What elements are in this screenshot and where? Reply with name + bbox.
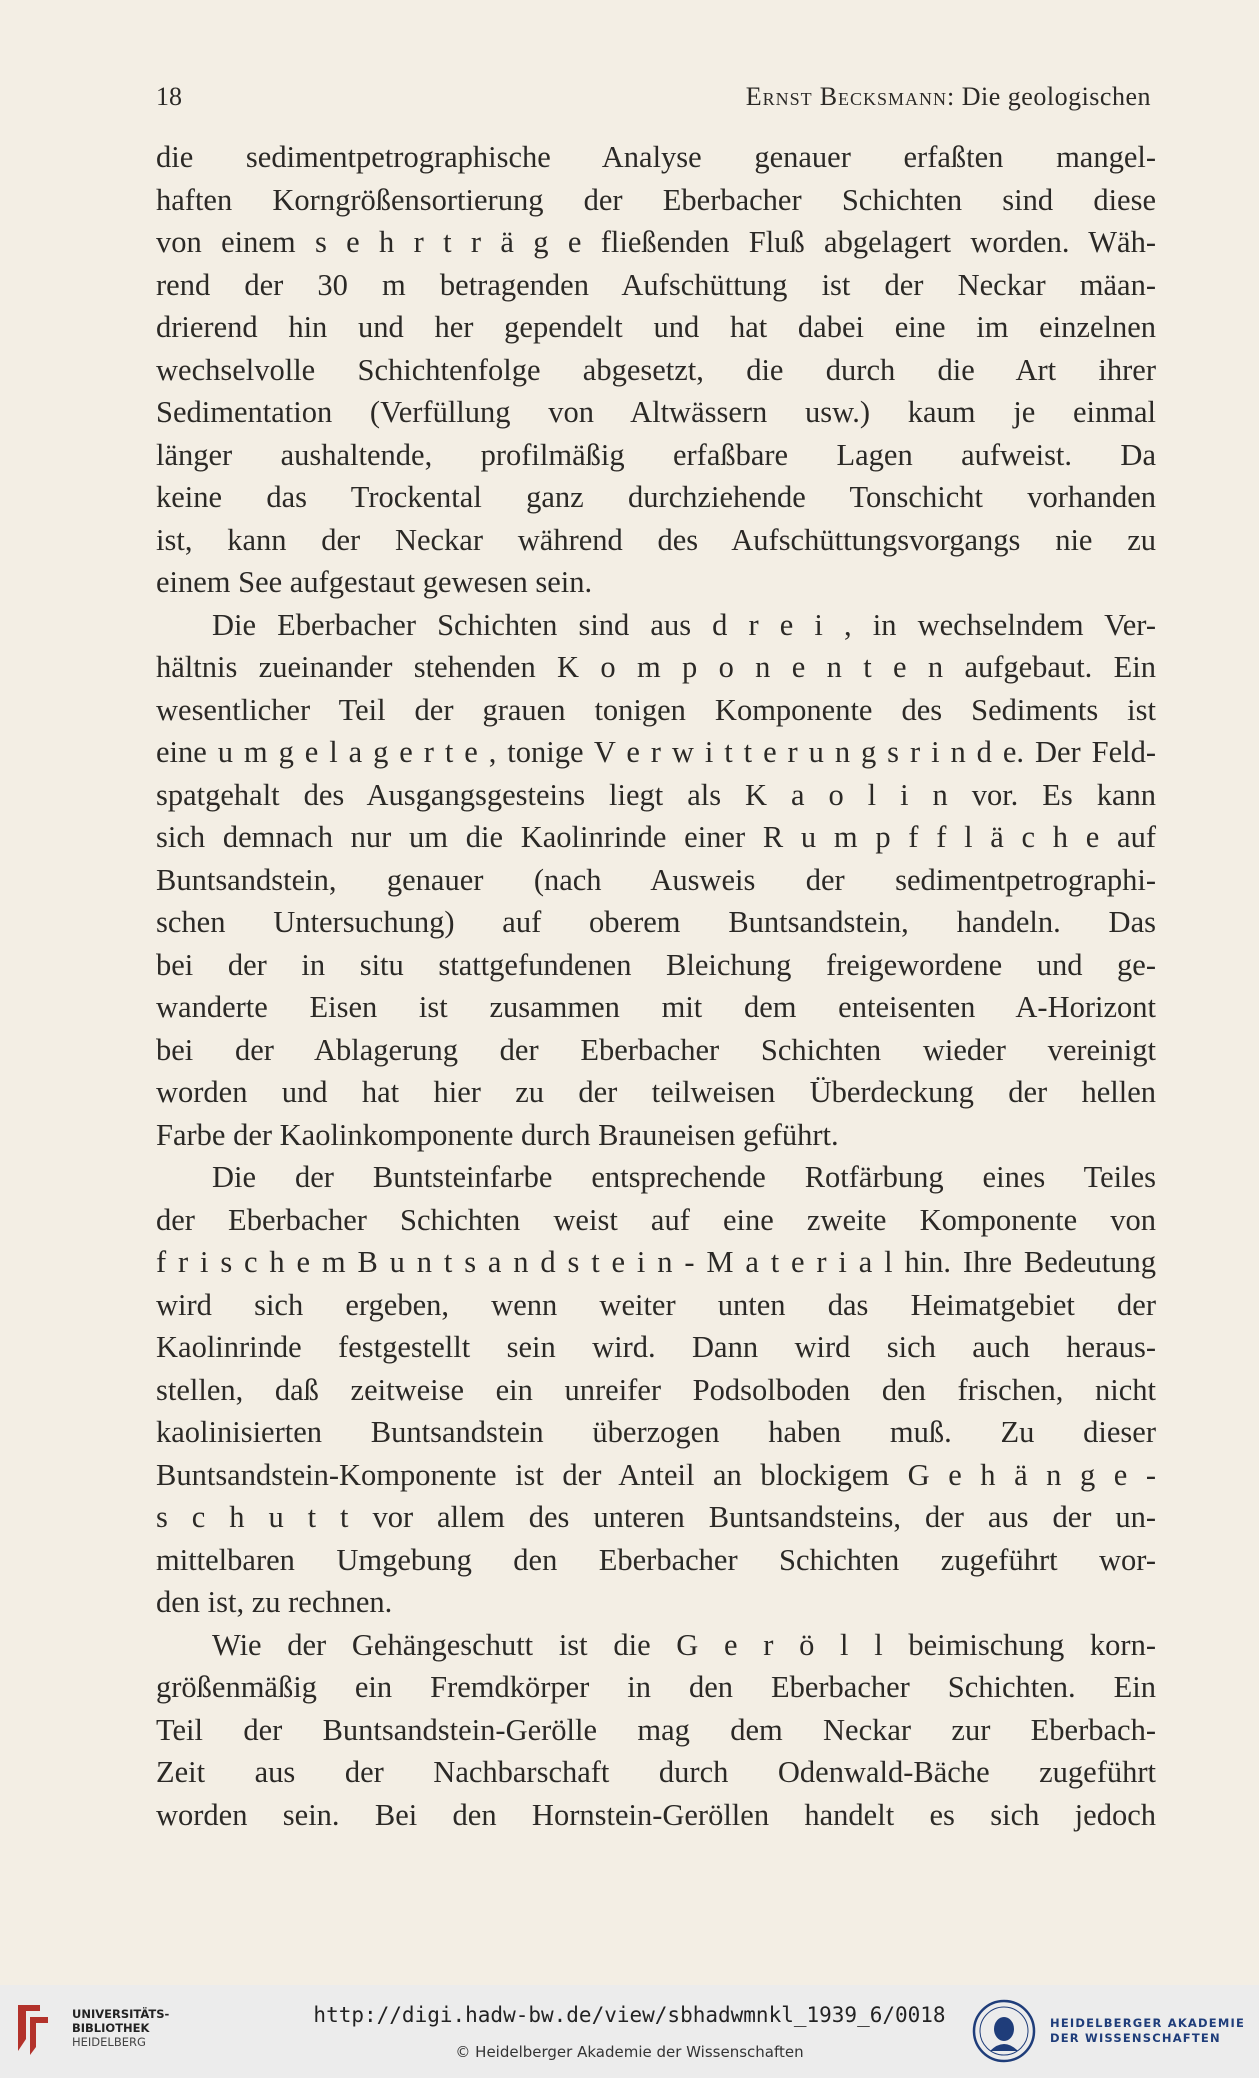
text-line: wird sich ergeben, wenn weiter unten das Heimatgebiet der [156,1287,1156,1322]
text-line: einem See aufgestaut gewesen sein. [156,565,593,599]
text-line: worden sein. Bei den Hornstein-Geröllen handelt es sich jedoch [156,1797,1156,1832]
text-line: eine u m g e l a g e r t e , tonige V e r w i t t e r u n g s r i n d e. Der Feld- [156,735,1156,769]
text-line: Kaolinrinde festgestellt sein wird. Dann wird sich auch heraus- [156,1330,1156,1364]
body-text [156,136,1156,1836]
running-header [156,82,1151,122]
text-line: Die der Buntsteinfarbe entsprechende Rotfärbung eines Teiles [212,1160,1156,1194]
ub-line-1: UNIVERSITÄTS- [72,2007,170,2021]
text-line: wechselvolle Schichtenfolge abgesetzt, die durch die Art ihrer [156,352,1156,387]
title-fragment: : Die geologischen [947,82,1151,111]
ub-line-2: BIBLIOTHEK [72,2021,150,2035]
text-line: bei der Ablagerung der Eberbacher Schichten wieder vereinigt [156,1032,1156,1067]
text-line: worden und hat hier zu der teilweisen Überdeckung der hellen [156,1075,1156,1109]
text-line: Sedimentation (Verfüllung von Altwässern usw.) kaum je einmal [156,395,1156,429]
text-line: die sedimentpetrographische Analyse genauer erfaßten mangel- [156,140,1156,174]
text-line: der Eberbacher Schichten weist auf eine zweite Komponente von [156,1202,1156,1237]
author-last-name: Becksmann [819,82,948,111]
text-line: Buntsandstein, genauer (nach Ausweis der sedimentpetrographi- [156,862,1156,897]
text-line: Die Eberbacher Schichten sind aus d r e i , in wechselndem Ver- [212,607,1156,642]
academy-seal-icon [972,1999,1036,2063]
text-line: schen Untersuchung) auf oberem Buntsandstein, handeln. Das [156,905,1156,939]
text-line: Wie der Gehängeschutt ist die G e r ö l l beimischung korn- [212,1627,1156,1662]
text-line: Buntsandstein-Komponente ist der Anteil an blockigem G e h ä n g e - [156,1457,1156,1492]
text-line: den ist, zu rechnen. [156,1585,393,1619]
text-line: mittelbaren Umgebung den Eberbacher Schichten zugeführt wor- [156,1542,1156,1577]
text-line: wesentlicher Teil der grauen tonigen Komponente des Sediments ist [156,692,1156,727]
text-line: Teil der Buntsandstein-Gerölle mag dem Neckar zur Eberbach- [156,1712,1156,1747]
text-line: spatgehalt des Ausgangsgesteins liegt als K a o l i n vor. Es kann [156,777,1156,812]
text-line: wanderte Eisen ist zusammen mit dem enteisenten A-Horizont [156,990,1156,1024]
text-line: von einem s e h r t r ä g e fließenden Fluß abgelagert worden. Wäh- [156,225,1156,259]
academy-line-1: HEIDELBERGER AKADEMIE [1050,2016,1246,2030]
text-line: kaolinisierten Buntsandstein überzogen haben muß. Zu dieser [156,1415,1156,1449]
text-line: hältnis zueinander stehenden K o m p o n e n t e n aufgebaut. Ein [156,650,1156,684]
page-number: 18 [156,82,182,111]
ub-line-3: HEIDELBERG [72,2035,146,2049]
text-line: s c h u t t vor allem des unteren Buntsandsteins, der aus der un- [156,1500,1156,1534]
text-line: stellen, daß zeitweise ein unreifer Podsolboden den frischen, nicht [156,1372,1156,1407]
text-line: f r i s c h e m B u n t s a n d s t e i n - M a t e r i a l hin. Ihre Bedeutung [156,1245,1156,1279]
text-line: drierend hin und her gependelt und hat dabei eine im einzelnen [156,310,1156,344]
permalink-url[interactable]: http://digi.hadw-bw.de/view/sbhadwmnkl_1939_6/0018 [313,2003,946,2027]
text-line: bei der in situ stattgefundenen Bleichung freigewordene und ge- [156,947,1156,982]
viewer-footer [0,1985,1259,2078]
text-line: sich demnach nur um die Kaolinrinde einer R u m p f f l ä c h e auf [156,820,1156,854]
text-line: Farbe der Kaolinkomponente durch Brauneisen geführt. [156,1117,839,1152]
text-line: länger aushaltende, profilmäßig erfaßbare Lagen aufweist. Da [156,437,1156,472]
text-line: größenmäßig ein Fremdkörper in den Eberbacher Schichten. Ein [156,1670,1156,1704]
text-line: rend der 30 m betragenden Aufschüttung ist der Neckar mäan- [156,267,1156,302]
text-line: Zeit aus der Nachbarschaft durch Odenwald-Bäche zugeführt [156,1755,1156,1789]
copyright-notice: © Heidelberger Akademie der Wissenschaften [455,2043,804,2061]
academy-line-2: DER WISSENSCHAFTEN [1050,2031,1221,2045]
text-line: haften Korngrößensortierung der Eberbacher Schichten sind diese [156,182,1156,217]
academy-label [1050,2016,1245,2046]
text-line: ist, kann der Neckar während des Aufschüttungsvorgangs nie zu [156,522,1156,557]
running-title [746,82,1151,112]
author-first-name: Ernst [745,82,813,111]
text-line: keine das Trockental ganz durchziehende Tonschicht vorhanden [156,480,1156,514]
